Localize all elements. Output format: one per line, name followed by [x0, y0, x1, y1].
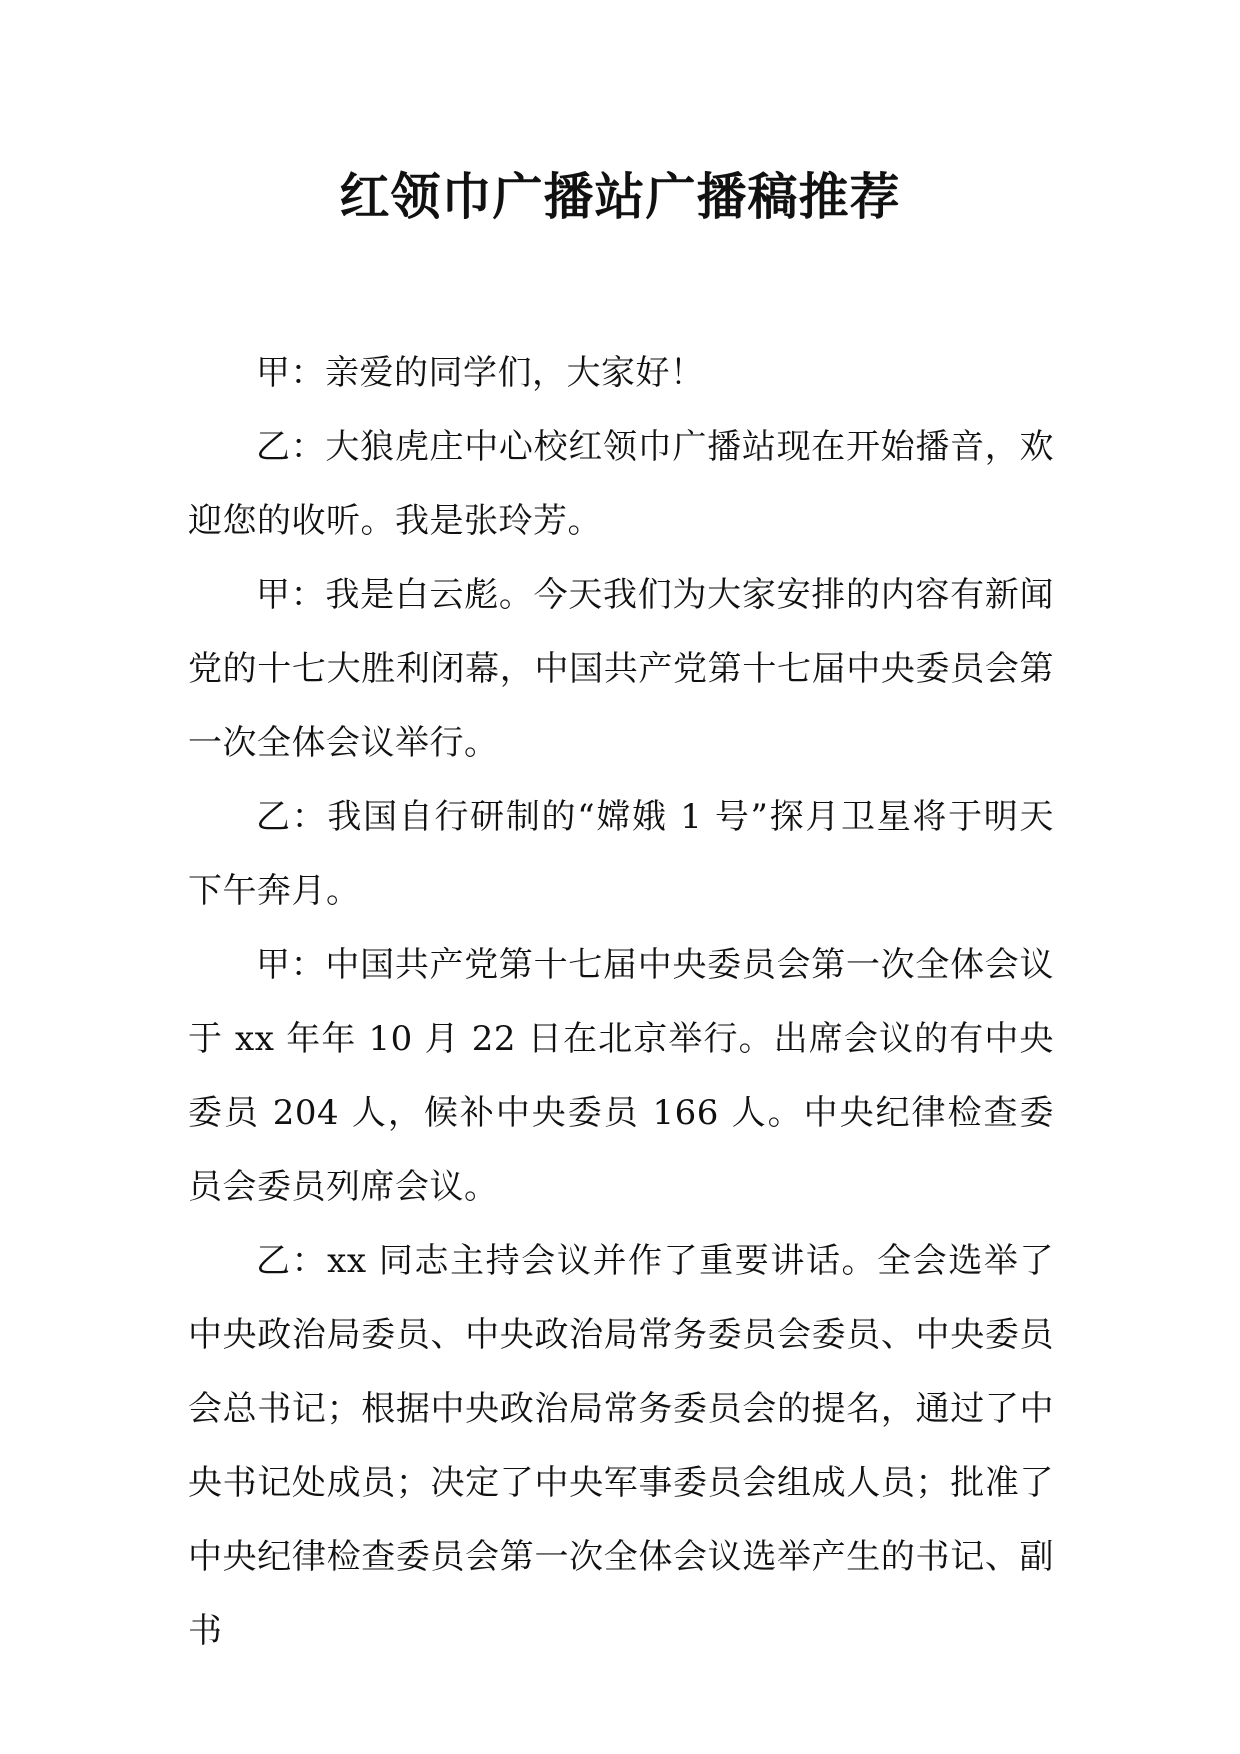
- document-body: [188, 336, 1054, 1668]
- paragraph-greeting: 甲：亲爱的同学们，大家好！: [256, 353, 705, 393]
- paragraph-meeting-details: 乙：xx 同志主持会议并作了重要讲话。全会选举了中央政治局委员、中央政治局常务委员会委员、中央委员会总书记；根据中央政治局常务委员会的提名，通过了中央书记处成员；决定了中央军事委员会组成人员；批准了中央纪律检查委员会第一次全体会议选举产生的书记、副书: [188, 1241, 1054, 1651]
- paragraph-meeting-report: 甲：中国共产党第十七届中央委员会第一次全体会议于 xx 年年 10 月 22 日在北京举行。出席会议的有中央委员 204 人，候补中央委员 166 人。中央纪律检查委员会委员列席会议。: [188, 945, 1054, 1207]
- paragraph-program-intro: 甲：我是白云彪。今天我们为大家安排的内容有新闻党的十七大胜利闭幕，中国共产党第十七届中央委员会第一次全体会议举行。: [188, 575, 1054, 763]
- paragraph-opening: 乙：大狼虎庄中心校红领巾广播站现在开始播音，欢迎您的收听。我是张玲芳。: [188, 427, 1054, 541]
- paragraph-satellite-news: 乙：我国自行研制的“嫦娥 1 号”探月卫星将于明天下午奔月。: [188, 797, 1054, 911]
- document-title: 红领巾广播站广播稿推荐: [339, 167, 901, 226]
